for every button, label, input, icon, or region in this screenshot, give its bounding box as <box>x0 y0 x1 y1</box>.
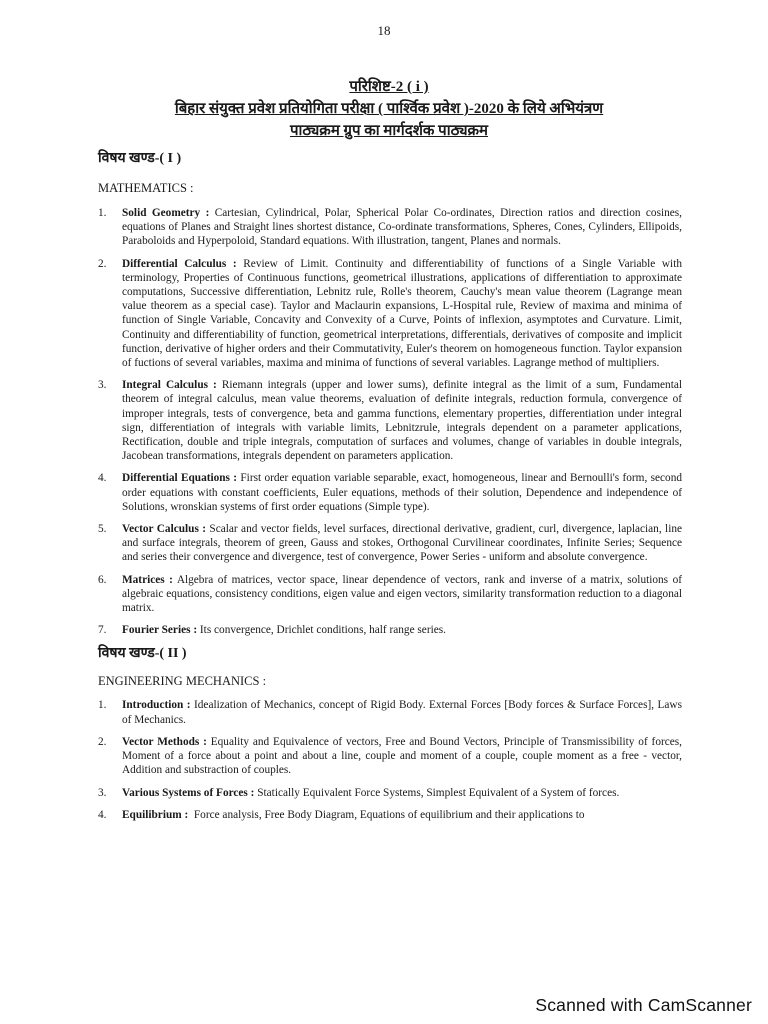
syllabus-content <box>98 150 685 830</box>
list-item <box>98 573 685 616</box>
item-text: Riemann integrals (upper and lower sums), definite integral as the limit of a sum, Fundamental theorem of integral calculus, mean value theorems, evaluation of definite integrals, reduction formula, convergence of improper integrals, tests of convergence, beta and gamma functions, elementary properties, differentiation under integral sign, differentiation of integrals with variable limits, Lebnitzrule, integrals dependent on a parameter applications, Rectification, double and triple integrals, computation of surfaces and volumes, change of variables in double integrals, Jacobean transformations, integrals dependent on parameters application. <box>122 379 685 463</box>
list-item <box>98 735 685 778</box>
scanner-watermark: Scanned with CamScanner <box>535 995 752 1015</box>
section-heading: विषय खण्ड-( I ) <box>98 151 182 166</box>
list-item <box>98 698 685 726</box>
page-number: 18 <box>377 23 391 38</box>
item-number: 3. <box>98 379 107 392</box>
item-text: First order equation variable separable, exact, homogeneous, linear and Bernoulli's form, second order equations with constant coefficients, Euler equations, methods of their solution, Dependence and independence of Solutions, wronskian systems of first order equations (Simple type). <box>122 472 685 513</box>
exam-title: बिहार संयुक्त प्रवेश प्रतियोगिता परीक्षा ( पार्श्विक प्रवेश )-2020 के लिये अभियंत्रण <box>174 101 604 117</box>
item-title: Matrices : <box>122 573 173 586</box>
item-text: Statically Equivalent Force Systems, Simplest Equivalent of a System of forces. <box>254 786 620 799</box>
item-number: 2. <box>98 735 107 748</box>
appendix-title: परिशिष्ट-2 ( i ) <box>349 79 429 95</box>
item-title: Vector Methods : <box>122 735 207 748</box>
item-number: 4. <box>98 808 107 821</box>
document-title <box>96 76 682 142</box>
item-title: Differential Calculus : <box>122 257 237 270</box>
section-heading: विषय खण्ड-( II ) <box>98 646 187 662</box>
item-body <box>122 623 682 637</box>
list-item <box>98 471 685 514</box>
mathematics-topic-list <box>98 206 685 637</box>
item-text: Force analysis, Free Body Diagram, Equations of equilibrium and their applications to <box>188 808 585 821</box>
item-title: Various Systems of Forces : <box>122 786 255 799</box>
item-title: Differential Equations : <box>122 472 238 485</box>
item-body <box>122 522 685 565</box>
item-title: Fourier Series : <box>122 624 198 637</box>
item-body <box>122 206 685 249</box>
item-number: 6. <box>98 573 107 586</box>
list-item <box>98 786 682 800</box>
list-item <box>98 257 685 371</box>
item-text: Scalar and vector fields, level surfaces, directional derivative, gradient, curl, divergence, laplacian, line and surface integrals, theorem of green, Gauss and stokes, Orthogonal Curvilinear coordinates, Infinite Series; Sequence and series their convergence and divergence, test of convergence, Power Series - uniform and absolute convergence. <box>122 523 685 564</box>
item-text: Review of Limit. Continuity and differentiability of functions of a Single Variable with terminology, Properties of Continuous functions, geometrical illustrations, applications of differentiation to approximate computations, Successive differentiation, Lebnitz rule, Rolle's theorem, Cauchy's mean value theorem (Lagrange mean value theorem as a special case). Taylor and Maclaurin expansions, L-Hospital rule, Review of maxima and minima of function of Single Variable, Concavity and Convexity of a Curve, Points of inflexion, asymptotes and Curvature. Limit, Continuity and differentiability of function, geometrical interpretations, differentials, derivatives of composite and implicit function, derivative of higher orders and their Commutativity, Euler's theorem on homogeneous function. Taylor expansion of fuctions of several variables, maxima and minima of functions of several variables. Lagrange method of multipliers. <box>122 257 685 370</box>
item-text: Cartesian, Cylindrical, Polar, Spherical Polar Co-ordinates, Direction ratios and direction cosines, equations of Planes and Straight lines shortest distance, Co-ordinate transformations, Spheres, Cones, Cylinders, Ellipoids, Paraboloids and Hyperpoloid, Standard equations. With illustration, tangent, Planes and normals. <box>122 207 685 248</box>
item-body <box>122 735 685 778</box>
item-body <box>122 786 682 800</box>
item-number: 5. <box>98 523 107 536</box>
list-item <box>98 623 682 637</box>
list-item <box>98 206 685 249</box>
item-title: Solid Geometry : <box>122 207 210 219</box>
item-body <box>122 471 685 514</box>
list-item <box>98 808 682 822</box>
item-title: Vector Calculus : <box>122 523 207 536</box>
item-body <box>122 257 685 371</box>
item-number: 4. <box>98 472 107 485</box>
item-title: Introduction : <box>122 699 191 712</box>
item-title: Equilibrium : <box>122 808 189 821</box>
item-text: Equality and Equivalence of vectors, Free and Bound Vectors, Principle of Transmissibility of forces, Moment of a force about a point and about a line, couple and moment of a couple, couple moment as a free - vector, Addition and substraction of couples. <box>122 735 685 777</box>
item-number: 3. <box>98 786 107 799</box>
item-text: Idealization of Mechanics, concept of Rigid Body. External Forces [Body forces & Surface Forces], Laws of Mechanics. <box>122 699 685 726</box>
item-number: 1. <box>98 207 107 219</box>
subject-heading: ENGINEERING MECHANICS : <box>98 674 267 689</box>
item-number: 1. <box>98 699 107 712</box>
syllabus-title: पाठ्यक्रम ग्रुप का मार्गदर्शक पाठ्यक्रम <box>289 123 489 139</box>
item-body <box>122 808 682 822</box>
item-body <box>122 573 685 616</box>
item-body <box>122 378 685 463</box>
list-item <box>98 522 685 565</box>
item-text: Algebra of matrices, vector space, linear dependence of vectors, rank and inverse of a matrix, solutions of algebraic equations, consistency conditions, eigen value and eigen vectors, similarity transformation reduction to a diagonal matrix. <box>122 573 685 615</box>
item-body <box>122 698 685 726</box>
item-text: Its convergence, Drichlet conditions, half range series. <box>197 624 446 637</box>
list-item <box>98 378 685 463</box>
item-number: 7. <box>98 624 107 637</box>
item-number: 2. <box>98 257 107 270</box>
mechanics-topic-list <box>98 698 685 821</box>
item-title: Integral Calculus : <box>122 379 217 392</box>
subject-heading: MATHEMATICS : <box>98 181 194 195</box>
